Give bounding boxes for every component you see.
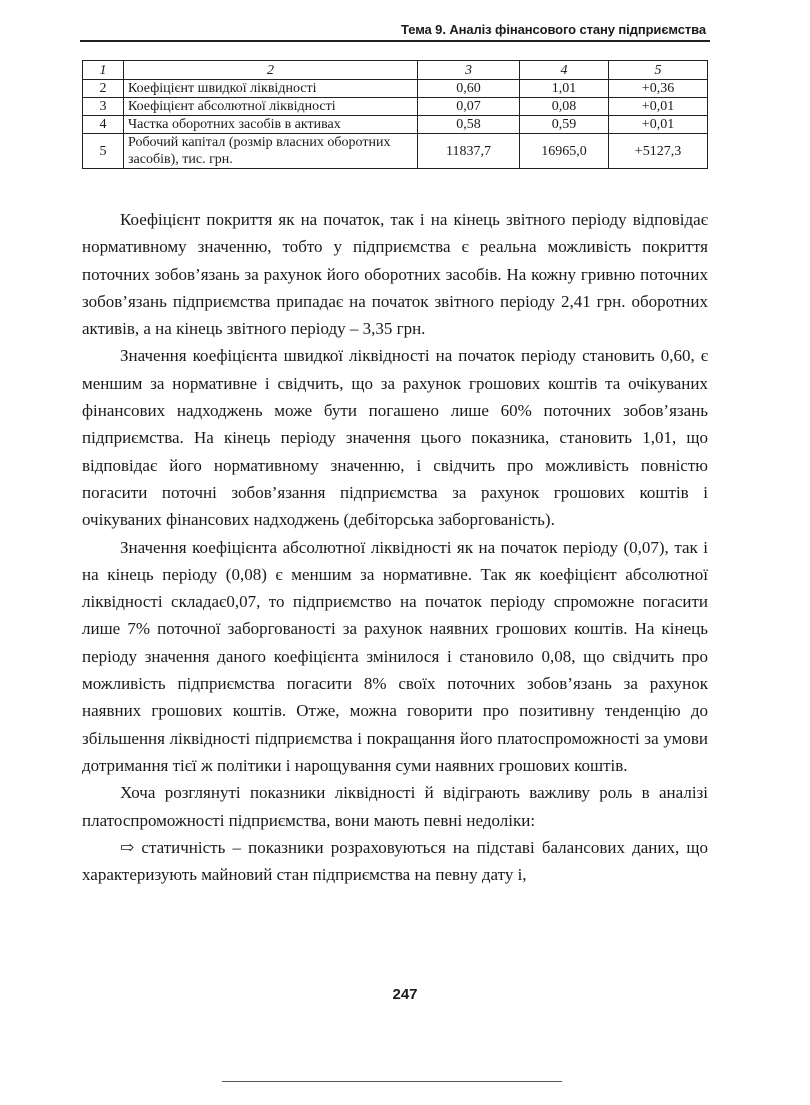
running-header: [80, 20, 710, 42]
liquidity-table: [82, 60, 708, 169]
table-header-cell: 4: [520, 61, 609, 80]
change-value: +0,01: [609, 116, 708, 134]
indicator-name: Частка оборотних засобів в активах: [124, 116, 418, 134]
change-value: +0,01: [609, 98, 708, 116]
end-value: 1,01: [520, 80, 609, 98]
table-header-cell: 1: [83, 61, 124, 80]
bullet-text: статичність – показники розраховуються на підставі балансових даних, що характеризують майновий стан підприємства на певну дату і,: [82, 837, 708, 885]
change-value: +0,36: [609, 80, 708, 98]
row-index: 3: [83, 98, 124, 116]
indicator-name: Коефіцієнт швидкої ліквідності: [124, 80, 418, 98]
indicator-name: Коефіцієнт абсолютної ліквідності: [124, 98, 418, 116]
table-row: [83, 134, 708, 169]
row-index: 5: [83, 134, 124, 169]
table-header-cell: 5: [609, 61, 708, 80]
footer-divider: [222, 1081, 562, 1082]
paragraph: Значення коефіцієнта швидкої ліквідності на початок періоду становить 0,60, є меншим за нормативне і свідчить, що за рахунок грошових коштів та очікуваних фінансових надходжень може бути погашено лише 60% поточних зобов’язань підприємства. На кінець періоду значення цього показника, становить 1,01, що відповідає його нормативному значенню, і свідчить про можливість повністю погасити поточні зобов’язання підприємства за рахунок грошових коштів і очікуваних фінансових надходжень (дебіторська заборгованість).: [82, 346, 708, 530]
arrow-bullet-icon: ⇨: [120, 837, 135, 857]
table-header-cell: 2: [124, 61, 418, 80]
bullet-item: [82, 834, 708, 889]
table-row: [83, 116, 708, 134]
table-row: [83, 98, 708, 116]
start-value: 11837,7: [418, 134, 520, 169]
change-value: +5127,3: [609, 134, 708, 169]
indicator-name: Робочий капітал (розмір власних оборотних засобів), тис. грн.: [124, 134, 418, 169]
table-header-cell: 3: [418, 61, 520, 80]
end-value: 0,59: [520, 116, 609, 134]
end-value: 0,08: [520, 98, 609, 116]
table-row: [83, 80, 708, 98]
row-index: 2: [83, 80, 124, 98]
header-title: Тема 9. Аналіз фінансового стану підприємства: [401, 22, 706, 37]
paragraph: Хоча розглянуті показники ліквідності й відіграють важливу роль в аналізі платоспроможності підприємства, вони мають певні недоліки:: [82, 783, 708, 830]
page-number: 247: [392, 986, 418, 1003]
start-value: 0,58: [418, 116, 520, 134]
body-text: [82, 206, 708, 888]
row-index: 4: [83, 116, 124, 134]
table-header-row: [83, 61, 708, 80]
paragraph: Значення коефіцієнта абсолютної ліквідності як на початок періоду (0,07), так і на кінець періоду (0,08) є меншим за нормативне. Так як коефіцієнт абсолютної ліквідності складає0,07, то підприємство на початок періоду спроможне погасити лише 7% поточної заборгованості за рахунок наявних грошових коштів. На кінець періоду значення даного коефіцієнта змінилося і становило 0,08, що свідчить про можливість підприємства погасити 8% своїх поточних зобов’язань за рахунок наявних грошових коштів. Отже, можна говорити про позитивну тенденцію до збільшення ліквідності підприємства і покращання його платоспроможності за умови дотримання тієї ж політики і нарощування суми наявних грошових коштів.: [82, 537, 708, 775]
start-value: 0,07: [418, 98, 520, 116]
start-value: 0,60: [418, 80, 520, 98]
paragraph: Коефіцієнт покриття як на початок, так і на кінець звітного періоду відповідає нормативному значенню, тобто у підприємства є реальна можливість покриття поточних зобов’язань за рахунок його оборотних засобів. На кожну гривню поточних зобов’язань підприємства припадає на початок звітного періоду 2,41 грн. оборотних активів, а на кінець звітного періоду – 3,35 грн.: [82, 210, 708, 339]
end-value: 16965,0: [520, 134, 609, 169]
